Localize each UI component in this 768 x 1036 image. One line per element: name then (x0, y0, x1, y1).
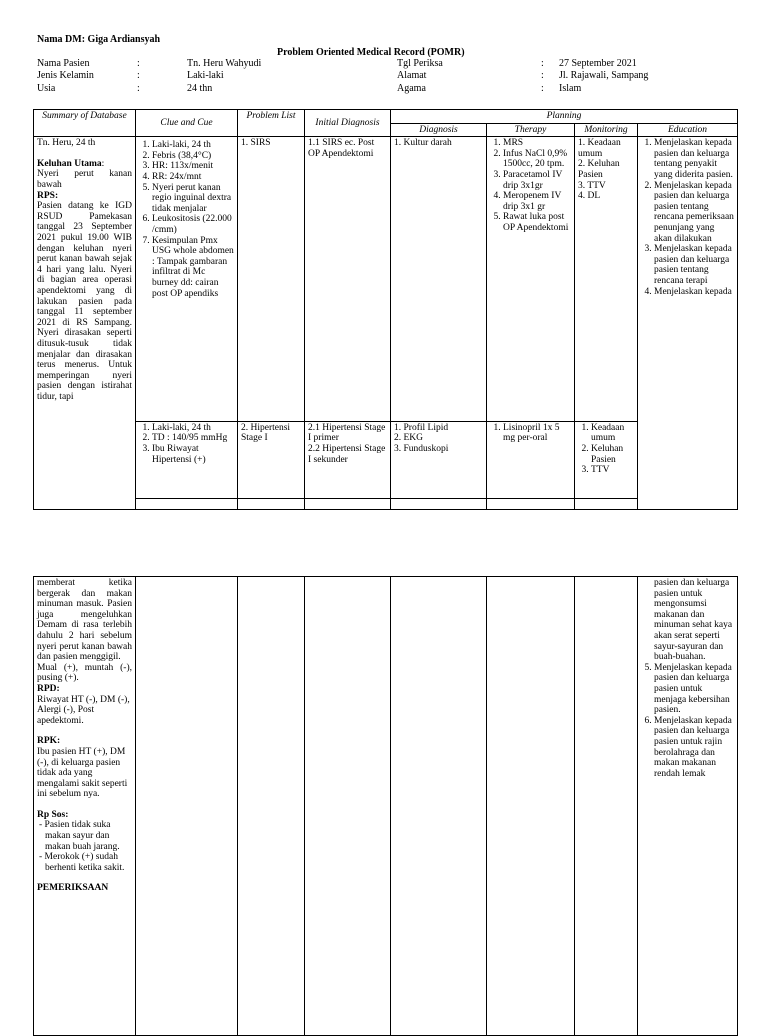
empty-cell (575, 498, 638, 509)
monitoring-list-1 (578, 138, 634, 202)
education-cell (638, 137, 738, 510)
rpk-title: RPK: (37, 736, 61, 747)
therapy-item: 5. Rawat luka post OP Apendektomi (503, 212, 571, 233)
header-clue: Clue and Cue (136, 110, 238, 137)
clue-list-1 (139, 140, 234, 299)
empty-cell (305, 577, 391, 1036)
monitoring-item: 1. Keadaan umum (591, 423, 634, 444)
therapy-item: 4. Meropenem IV drip 3x1 gr (503, 191, 571, 212)
initial-cell-1: 1.1 SIRS ec. Post OP Apendektomi (305, 137, 391, 422)
exam-date: 27 September 2021 (559, 58, 637, 69)
header-diagnosis: Diagnosis (391, 123, 487, 137)
diagnosis-cell-1: 1. Kultur darah (391, 137, 487, 422)
header-monitoring: Monitoring (575, 123, 638, 137)
monitoring-item: 2. Keluhan Pasien (591, 444, 634, 465)
clue-item: 1. Laki-laki, 24 th (152, 423, 234, 434)
date-label: Tgl Periksa (397, 58, 443, 69)
document-title: Problem Oriented Medical Record (POMR) (277, 47, 465, 58)
name-label: Nama Pasien (37, 58, 90, 69)
pemeriksaan-title: PEMERIKSAAN (37, 883, 109, 894)
summary-cell (34, 137, 136, 510)
chief-complaint-text: Nyeri perut kanan bawah (37, 169, 132, 190)
empty-cell (575, 577, 638, 1036)
rpsos-item: - Merokok (+) sudah berhenti ketika sakit. (39, 852, 125, 873)
patient-religion: Islam (559, 83, 582, 94)
rpsos-title: Rp Sos: (37, 809, 69, 820)
clue-item: 6. Leukositosis (22.000 /cmm) (152, 214, 234, 235)
clue-item: 5. Nyeri perut kanan regio inguinal dextra tidak menjalar (152, 183, 234, 215)
patient-address: Jl. Rajawali, Sampang (559, 70, 649, 81)
monitoring-item: 2. Keluhan Pasien (578, 159, 620, 180)
clue-item: 2. Febris (38,4°C) (152, 151, 234, 162)
monitoring-cell-1 (575, 137, 638, 422)
education-item: 2. Menjelaskan kepada pasien dan keluarga pasien tentang rencana pemeriksaan penunjang yang akan dilakukan (654, 181, 734, 245)
empty-cell (136, 577, 238, 1036)
empty-cell (487, 577, 575, 1036)
therapy-item: 2. Infus NaCl 0,9% 1500cc, 20 tpm. (503, 149, 571, 170)
clue-item: 1. Laki-laki, 24 th (152, 140, 234, 151)
religion-label: Agama (397, 83, 426, 94)
patient-age: 24 thn (187, 83, 213, 94)
education-cell-continued (638, 577, 738, 1036)
clue-item: 4. RR: 24x/mnt (152, 172, 234, 183)
header-education: Education (638, 123, 738, 137)
symptoms-text: Mual (+), muntah (-), pusing (+). (37, 662, 132, 684)
colon: : (137, 70, 140, 81)
monitoring-item: 3. TTV (591, 465, 634, 476)
education-item: 4. Menjelaskan kepada (654, 287, 734, 298)
summary-cell-continued (34, 577, 136, 1036)
rpk-text: Ibu pasien HT (+), DM (-), di keluarga pasien tidak ada yang mengalami sakit seperti ini sebelum nya. (37, 746, 128, 800)
education-list-2 (641, 663, 734, 780)
address-label: Alamat (397, 70, 427, 81)
rps-title: RPS: (37, 190, 59, 201)
header-therapy: Therapy (487, 123, 575, 137)
age-label: Usia (37, 83, 56, 94)
colon: : (137, 58, 140, 69)
empty-cell (391, 498, 487, 509)
clue-item: 3. HR: 113x/menit (152, 161, 234, 172)
monitoring-cell-2 (575, 421, 638, 498)
rpd-title: RPD: (37, 683, 60, 694)
therapy-item: 3. Paracetamol IV drip 3x1gr (503, 170, 571, 191)
summary-continuation: memberat ketika bergerak dan makan minuman masuk. Pasien juga mengeluhkan Demam di rasa terlebih dahulu 2 hari sebelum nyeri perut kanan bawah dan pasien menggigil. (37, 578, 132, 663)
education-item: 6. Menjelaskan kepada pasien dan keluarga pasien untuk rajin berolahraga dan makan makanan rendah lemak (654, 716, 734, 780)
education-item: 1. Menjelaskan kepada pasien dan keluarga tentang penyakit yang diderita pasien. (654, 138, 734, 180)
monitoring-item: 1. Keadaan umum (578, 138, 621, 159)
patient-name: Tn. Heru Wahyudi (187, 58, 262, 69)
education-item: 3. Menjelaskan kepada pasien dan keluarga pasien tentang rencana terapi (654, 244, 734, 286)
header-planning: Planning (391, 110, 738, 124)
clue-cell-1 (136, 137, 238, 422)
rpsos-list (37, 820, 132, 873)
summary-first-line: Tn. Heru, 24 th (37, 138, 96, 149)
rpd-text: Riwayat HT (-), DM (-), Alergi (-), Post apedektomi. (37, 694, 130, 726)
empty-cell (487, 498, 575, 509)
colon: : (541, 83, 544, 94)
pomr-table-page1 (33, 109, 738, 510)
sex-label: Jenis Kelamin (37, 70, 94, 81)
diagnosis-item: 1. Profil Lipid (394, 422, 449, 433)
patient-sex: Laki-laki (187, 70, 224, 81)
therapy-item: 1. Lisinopril 1x 5 mg per-oral (503, 423, 571, 444)
clue-item: 3. Ibu Riwayat Hipertensi (+) (152, 444, 234, 465)
monitoring-list-2 (578, 423, 634, 476)
monitoring-item: 4. DL (578, 191, 601, 202)
education-item: 5. Menjelaskan kepada pasien dan keluarga pasien untuk menjaga kebersihan pasien. (654, 663, 734, 716)
header-initial: Initial Diagnosis (305, 110, 391, 137)
chief-complaint: Keluhan Utama: (37, 158, 105, 169)
rps-text: Pasien datang ke IGD RSUD Pamekasan tanggal 23 September 2021 pukul 19.00 WIB dengan keluhan nyeri perut kanan bawah sejak 4 hari yang lalu. Nyeri di bagian area operasi apendektomi yang di lakukan pasien pada tanggal 11 september 2021 di RS Sampang. Nyeri dirasakan seperti ditusuk-tusuk tidak menjalar dan dirasakan terus menerus. Untuk memperingan nyeri pasien dengan istirahat tidur, tapi (37, 201, 132, 402)
diagnosis-list-2 (394, 423, 483, 455)
education-continuation: pasien dan keluarga pasien untuk mengonsumsi makanan dan minuman sehat kaya akan serat seperti sayur-sayuran dan buah-buahan. (654, 578, 733, 663)
therapy-item: 1. MRS (503, 138, 571, 149)
monitoring-item: 3. TTV (578, 180, 606, 191)
diagnosis-item: 2. EKG (394, 433, 424, 444)
clue-item: 7. Kesimpulan Pmx USG whole abdomen : Tampak gambaran infiltrat di Mc burney dd: cairan post OP apendiks (152, 236, 234, 300)
colon: : (541, 70, 544, 81)
clue-item: 2. TD : 140/95 mmHg (152, 433, 234, 444)
diagnosis-cell-2 (391, 421, 487, 498)
clue-cell-2 (136, 421, 238, 498)
initial-diagnosis-item: 2.1 Hipertensi Stage I primer (308, 422, 386, 444)
therapy-cell-2 (487, 421, 575, 498)
education-list-1 (641, 138, 734, 297)
initial-cell-2 (305, 421, 391, 498)
empty-cell (305, 498, 391, 509)
colon: : (137, 83, 140, 94)
clue-list-2 (139, 423, 234, 465)
problem-cell-2: 2. Hipertensi Stage I (238, 421, 305, 498)
empty-cell (238, 498, 305, 509)
chief-complaint-title: Keluhan Utama (37, 158, 102, 169)
empty-cell (238, 577, 305, 1036)
initial-diagnosis-item: 2.2 Hipertensi Stage I sekunder (308, 443, 386, 465)
doctor-name: Nama DM: Giga Ardiansyah (37, 34, 161, 45)
rpsos-item: - Pasien tidak suka makan sayur dan makan buah jarang. (39, 820, 120, 852)
empty-cell (391, 577, 487, 1036)
header-summary: Summary of Database (34, 110, 136, 137)
diagnosis-item: 3. Funduskopi (394, 443, 449, 454)
header-problem: Problem List (238, 110, 305, 137)
initial-list-2 (308, 423, 387, 465)
colon: : (541, 58, 544, 69)
pomr-table-page2 (33, 576, 738, 1036)
empty-cell (136, 498, 238, 509)
therapy-cell-1 (487, 137, 575, 422)
problem-cell-1: 1. SIRS (238, 137, 305, 422)
therapy-list-1 (490, 138, 571, 233)
